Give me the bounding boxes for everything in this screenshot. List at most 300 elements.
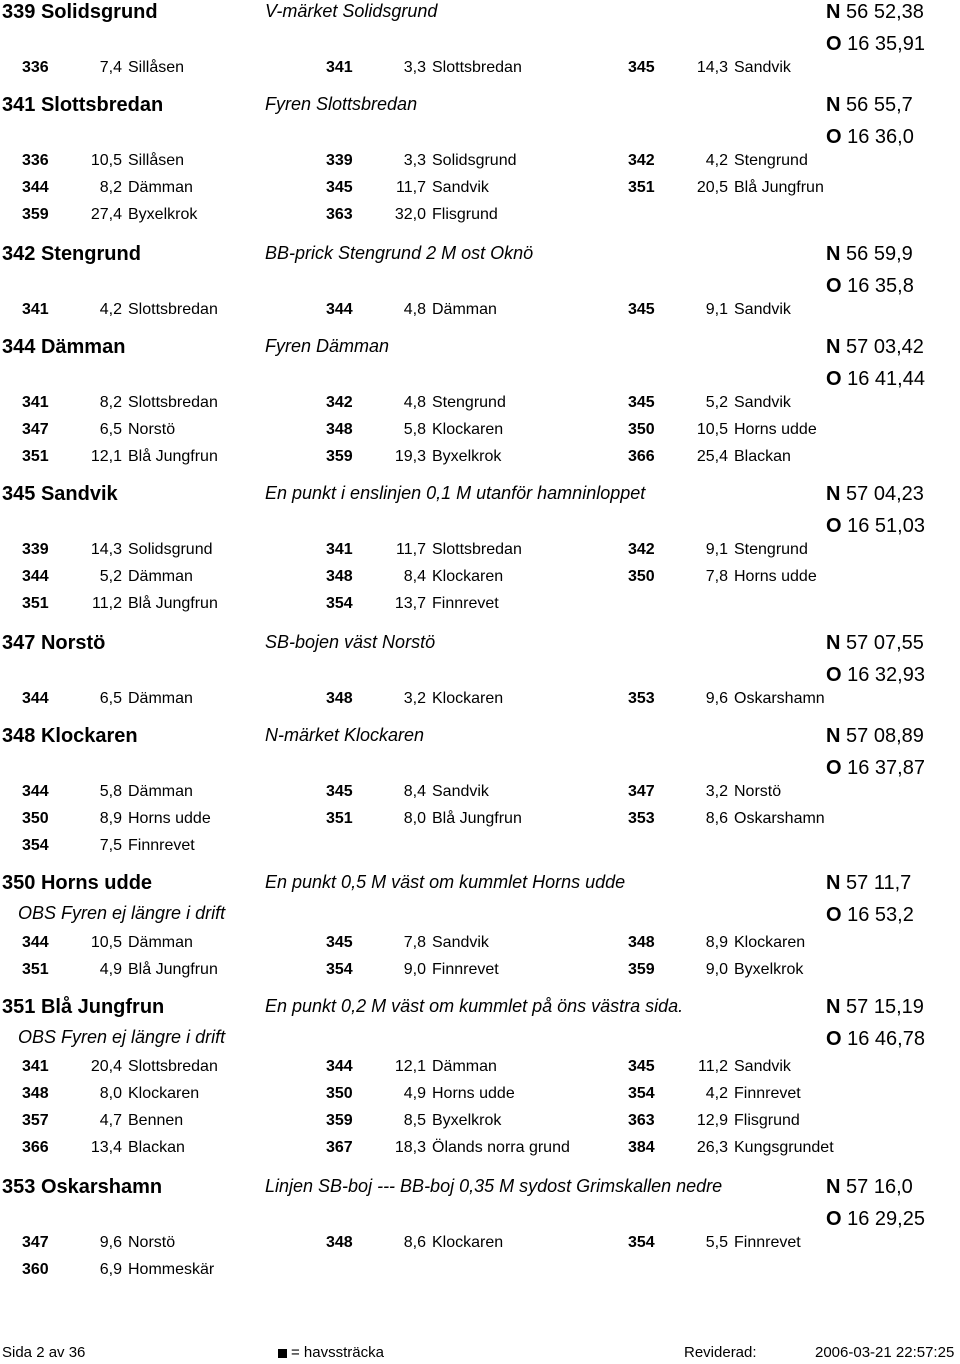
distance-value: 4,7 [99, 1112, 122, 1129]
waypoint-number: 347 [2, 632, 36, 654]
waypoint-title [2, 995, 164, 1019]
target-name: Slottsbredan [432, 59, 522, 76]
distance-value: 14,3 [696, 59, 728, 76]
entry-header [0, 1175, 960, 1205]
waypoint-description: SB-bojen väst Norstö [265, 632, 436, 652]
target-number: 348 [326, 568, 353, 585]
waypoint-number: 348 [2, 725, 36, 747]
target-name: Klockaren [432, 421, 504, 438]
waypoint-title [2, 242, 141, 266]
target-number: 354 [628, 1234, 655, 1251]
north-label: N [826, 996, 841, 1018]
distance-value: 4,8 [403, 301, 426, 318]
target-number: 344 [326, 1058, 353, 1075]
target-name: Slottsbredan [128, 394, 218, 411]
target-number: 345 [628, 59, 655, 76]
distance-row [0, 594, 960, 621]
distance-value: 27,4 [90, 206, 122, 223]
waypoint-entry [0, 93, 960, 232]
target-number: 350 [326, 1085, 353, 1102]
target-name: Finnrevet [432, 595, 499, 612]
square-icon [278, 1349, 287, 1358]
north-value: 56 52,38 [846, 1, 924, 23]
target-number: 348 [22, 1085, 49, 1102]
east-label: O [826, 1028, 842, 1050]
distance-value: 19,3 [394, 448, 426, 465]
legend-text: = havssträcka [291, 1344, 384, 1361]
coordinate-north [826, 93, 913, 117]
target-number: 344 [22, 690, 49, 707]
distance-value: 3,2 [403, 690, 426, 707]
entry-header [0, 0, 960, 30]
target-number: 353 [628, 690, 655, 707]
target-number: 359 [326, 1112, 353, 1129]
target-number: 354 [22, 837, 49, 854]
distance-value: 8,2 [99, 394, 122, 411]
north-value: 57 11,7 [846, 872, 912, 894]
target-name: Stengrund [432, 394, 506, 411]
target-number: 367 [326, 1139, 353, 1156]
target-number: 345 [326, 783, 353, 800]
east-value: 16 37,87 [847, 757, 925, 779]
distance-value: 20,5 [696, 179, 728, 196]
target-name: Stengrund [734, 541, 808, 558]
target-name: Dämman [128, 690, 193, 707]
coordinate-east [826, 1207, 925, 1231]
target-number: 344 [22, 179, 49, 196]
distance-row [0, 960, 960, 987]
distance-value: 10,5 [90, 152, 122, 169]
north-label: N [826, 336, 841, 358]
waypoint-entry [0, 871, 960, 987]
target-number: 345 [326, 179, 353, 196]
target-name: Byxelkrok [432, 448, 502, 465]
target-number: 345 [628, 301, 655, 318]
target-number: 359 [326, 448, 353, 465]
distance-row [0, 1233, 960, 1260]
entry-header [0, 335, 960, 365]
target-name: Sandvik [432, 783, 489, 800]
distance-row [0, 151, 960, 178]
status-note: OBS Fyren ej längre i drift [18, 1027, 226, 1047]
distance-value: 7,8 [403, 934, 426, 951]
target-number: 354 [326, 595, 353, 612]
distance-value: 4,2 [99, 301, 122, 318]
distance-row [0, 1084, 960, 1111]
distance-value: 20,4 [90, 1058, 122, 1075]
waypoint-number: 344 [2, 336, 36, 358]
waypoint-name: Sandvik [40, 483, 118, 505]
distance-value: 9,6 [705, 690, 728, 707]
distance-row [0, 1111, 960, 1138]
distance-row [0, 540, 960, 567]
distance-value: 5,2 [99, 568, 122, 585]
status-note: OBS Fyren ej längre i drift [18, 903, 226, 923]
target-name: Sandvik [734, 394, 791, 411]
target-name: Flisgrund [432, 206, 498, 223]
target-name: Dämman [128, 568, 193, 585]
distance-value: 4,8 [403, 394, 426, 411]
distance-value: 18,3 [394, 1139, 426, 1156]
target-name: Blå Jungfrun [128, 448, 218, 465]
distance-value: 3,3 [403, 59, 426, 76]
target-name: Finnrevet [734, 1085, 801, 1102]
north-label: N [826, 632, 841, 654]
distance-value: 8,0 [99, 1085, 122, 1102]
distance-value: 8,6 [403, 1234, 426, 1251]
target-number: 384 [628, 1139, 655, 1156]
distance-value: 3,3 [403, 152, 426, 169]
coordinate-east [826, 756, 925, 780]
target-name: Oskarshamn [734, 810, 825, 827]
page-number: Sida 2 av 36 [2, 1344, 86, 1361]
waypoint-name: Solidsgrund [40, 1, 158, 23]
target-number: 345 [628, 1058, 655, 1075]
target-name: Blackan [734, 448, 791, 465]
distance-row [0, 300, 960, 327]
waypoint-number: 342 [2, 243, 36, 265]
distance-row [0, 1260, 960, 1287]
target-number: 342 [628, 152, 655, 169]
target-number: 339 [22, 541, 49, 558]
target-name: Slottsbredan [432, 541, 522, 558]
waypoint-description: V-märket Solidsgrund [265, 1, 438, 21]
target-name: Blackan [128, 1139, 185, 1156]
distance-row [0, 933, 960, 960]
distance-value: 5,5 [705, 1234, 728, 1251]
target-number: 347 [22, 1234, 49, 1251]
target-name: Dämman [128, 783, 193, 800]
coordinate-north [826, 631, 924, 655]
target-name: Dämman [432, 301, 497, 318]
target-number: 342 [326, 394, 353, 411]
east-label: O [826, 368, 842, 390]
target-name: Byxelkrok [128, 206, 198, 223]
waypoint-title [2, 1175, 162, 1199]
waypoint-entry [0, 631, 960, 716]
distance-value: 8,9 [99, 810, 122, 827]
distance-value: 6,5 [99, 421, 122, 438]
target-name: Byxelkrok [432, 1112, 502, 1129]
waypoint-name: Horns udde [40, 872, 153, 894]
target-number: 341 [22, 394, 49, 411]
distance-value: 9,1 [705, 541, 728, 558]
distance-value: 25,4 [696, 448, 728, 465]
coordinate-east [826, 367, 925, 391]
target-number: 366 [22, 1139, 49, 1156]
target-name: Blå Jungfrun [128, 595, 218, 612]
target-number: 363 [628, 1112, 655, 1129]
target-number: 336 [22, 59, 49, 76]
target-name: Sandvik [432, 934, 489, 951]
waypoint-name: Dämman [40, 336, 126, 358]
waypoint-name: Slottsbredan [40, 94, 164, 116]
distance-value: 3,2 [705, 783, 728, 800]
target-name: Klockaren [432, 568, 504, 585]
distance-value: 5,2 [705, 394, 728, 411]
entry-header [0, 871, 960, 901]
distance-row [0, 178, 960, 205]
distance-value: 8,6 [705, 810, 728, 827]
target-name: Sandvik [734, 1058, 791, 1075]
target-number: 348 [326, 1234, 353, 1251]
target-number: 351 [22, 961, 49, 978]
target-name: Finnrevet [734, 1234, 801, 1251]
target-name: Klockaren [432, 1234, 504, 1251]
target-name: Sillåsen [128, 152, 185, 169]
waypoint-description: N-märket Klockaren [265, 725, 425, 745]
distance-value: 10,5 [696, 421, 728, 438]
distance-row [0, 689, 960, 716]
revised-date: 2006-03-21 22:57:25 [815, 1344, 955, 1361]
waypoint-number: 351 [2, 996, 36, 1018]
target-number: 348 [628, 934, 655, 951]
waypoint-number: 339 [2, 1, 36, 23]
target-number: 344 [22, 934, 49, 951]
target-name: Horns udde [128, 810, 211, 827]
distance-value: 12,9 [696, 1112, 728, 1129]
distance-value: 10,5 [90, 934, 122, 951]
coordinate-east [826, 125, 914, 149]
north-label: N [826, 725, 841, 747]
waypoint-number: 341 [2, 94, 36, 116]
north-label: N [826, 872, 841, 894]
distance-row [0, 809, 960, 836]
distance-row [0, 58, 960, 85]
east-label: O [826, 757, 842, 779]
coordinate-east [826, 32, 925, 56]
distance-value: 4,2 [705, 152, 728, 169]
distance-value: 8,5 [403, 1112, 426, 1129]
distance-value: 6,5 [99, 690, 122, 707]
target-name: Klockaren [128, 1085, 200, 1102]
waypoint-entry [0, 1175, 960, 1287]
target-number: 351 [22, 448, 49, 465]
coordinate-north [826, 724, 924, 748]
target-name: Blå Jungfrun [128, 961, 218, 978]
entry-header [0, 93, 960, 123]
distance-row [0, 782, 960, 809]
coordinate-north [826, 1175, 913, 1199]
target-name: Dämman [432, 1058, 497, 1075]
east-label: O [826, 275, 842, 297]
east-value: 16 35,8 [847, 275, 914, 297]
target-number: 341 [22, 301, 49, 318]
east-value: 16 35,91 [847, 33, 925, 55]
north-label: N [826, 243, 841, 265]
target-name: Byxelkrok [734, 961, 804, 978]
coordinate-north [826, 242, 913, 266]
waypoint-title [2, 482, 118, 506]
east-label: O [826, 33, 842, 55]
target-number: 354 [628, 1085, 655, 1102]
coordinate-row [0, 1205, 960, 1233]
target-number: 357 [22, 1112, 49, 1129]
entry-header [0, 631, 960, 661]
target-name: Horns udde [734, 568, 817, 585]
north-value: 57 15,19 [846, 996, 924, 1018]
distance-row [0, 1138, 960, 1165]
distance-value: 13,4 [90, 1139, 122, 1156]
target-name: Kungsgrundet [734, 1139, 834, 1156]
target-number: 354 [326, 961, 353, 978]
distance-value: 32,0 [394, 206, 426, 223]
distance-value: 11,7 [396, 541, 426, 558]
target-name: Solidsgrund [432, 152, 517, 169]
north-value: 57 08,89 [846, 725, 924, 747]
coordinate-east [826, 274, 914, 298]
target-name: Norstö [128, 421, 176, 438]
north-value: 56 55,7 [846, 94, 913, 116]
target-number: 351 [326, 810, 353, 827]
distance-value: 11,2 [92, 595, 122, 612]
distance-value: 8,0 [403, 810, 426, 827]
north-label: N [826, 483, 841, 505]
waypoint-description: Fyren Dämman [265, 336, 390, 356]
waypoint-title [2, 93, 163, 117]
target-number: 341 [326, 541, 353, 558]
distance-value: 13,7 [394, 595, 426, 612]
distance-row [0, 205, 960, 232]
east-value: 16 32,93 [847, 664, 925, 686]
target-name: Finnrevet [432, 961, 499, 978]
distance-value: 6,9 [99, 1261, 122, 1278]
target-number: 341 [326, 59, 353, 76]
waypoint-description: En punkt 0,2 M väst om kummlet på öns västra sida. [265, 996, 684, 1016]
coordinate-north [826, 995, 924, 1019]
target-name: Blå Jungfrun [734, 179, 824, 196]
distance-row [0, 567, 960, 594]
distance-value: 7,8 [705, 568, 728, 585]
coordinate-row [0, 365, 960, 393]
distance-row [0, 447, 960, 474]
target-number: 363 [326, 206, 353, 223]
target-name: Norstö [128, 1234, 176, 1251]
target-name: Finnrevet [128, 837, 195, 854]
waypoint-description: Fyren Slottsbredan [265, 94, 418, 114]
distance-value: 8,9 [705, 934, 728, 951]
east-value: 16 51,03 [847, 515, 925, 537]
target-number: 359 [628, 961, 655, 978]
waypoint-entry [0, 995, 960, 1165]
distance-value: 11,2 [698, 1058, 728, 1075]
waypoint-entry [0, 242, 960, 327]
target-name: Horns udde [432, 1085, 515, 1102]
target-name: Klockaren [432, 690, 504, 707]
coordinate-north [826, 0, 924, 24]
distance-row [0, 1057, 960, 1084]
distance-value: 12,1 [394, 1058, 426, 1075]
distance-value: 8,4 [403, 568, 426, 585]
waypoint-title [2, 631, 105, 655]
target-number: 347 [628, 783, 655, 800]
target-number: 342 [628, 541, 655, 558]
target-name: Sandvik [734, 301, 791, 318]
distance-value: 14,3 [90, 541, 122, 558]
coordinate-east [826, 514, 925, 538]
coordinate-row [0, 512, 960, 540]
waypoint-title [2, 871, 152, 895]
target-number: 344 [22, 783, 49, 800]
target-number: 336 [22, 152, 49, 169]
target-number: 344 [326, 301, 353, 318]
east-value: 16 41,44 [847, 368, 925, 390]
coordinate-row [0, 1025, 960, 1057]
coordinate-row [0, 901, 960, 933]
distance-row [0, 393, 960, 420]
north-value: 57 07,55 [846, 632, 924, 654]
north-label: N [826, 94, 841, 116]
waypoint-title [2, 335, 125, 359]
east-value: 16 53,2 [847, 904, 914, 926]
coordinate-east [826, 903, 914, 927]
target-name: Blå Jungfrun [432, 810, 522, 827]
waypoint-title [2, 724, 138, 748]
waypoint-entry [0, 482, 960, 621]
distance-value: 8,2 [99, 179, 122, 196]
target-number: 350 [22, 810, 49, 827]
distance-value: 8,4 [403, 783, 426, 800]
east-value: 16 36,0 [847, 126, 914, 148]
coordinate-row [0, 123, 960, 151]
target-name: Sandvik [734, 59, 791, 76]
legend [278, 1344, 384, 1361]
target-number: 351 [22, 595, 49, 612]
distance-value: 9,1 [705, 301, 728, 318]
east-label: O [826, 1208, 842, 1230]
target-number: 360 [22, 1261, 49, 1278]
coordinate-row [0, 661, 960, 689]
east-value: 16 46,78 [847, 1028, 925, 1050]
target-name: Dämman [128, 179, 193, 196]
waypoint-entry [0, 724, 960, 863]
waypoint-entry [0, 0, 960, 85]
target-number: 353 [628, 810, 655, 827]
coordinate-east [826, 1027, 925, 1051]
distance-value: 9,0 [705, 961, 728, 978]
distance-row [0, 420, 960, 447]
target-name: Sillåsen [128, 59, 185, 76]
target-number: 350 [628, 568, 655, 585]
coordinate-north [826, 871, 911, 895]
waypoint-entry [0, 335, 960, 474]
east-value: 16 29,25 [847, 1208, 925, 1230]
target-name: Sandvik [432, 179, 489, 196]
target-number: 345 [326, 934, 353, 951]
east-label: O [826, 664, 842, 686]
north-label: N [826, 1176, 841, 1198]
waypoint-title [2, 0, 158, 24]
coordinate-north [826, 482, 924, 506]
distance-value: 9,0 [403, 961, 426, 978]
distance-value: 9,6 [99, 1234, 122, 1251]
target-name: Norstö [734, 783, 782, 800]
target-number: 348 [326, 690, 353, 707]
distance-value: 12,1 [90, 448, 122, 465]
distance-value: 4,9 [403, 1085, 426, 1102]
distance-value: 4,2 [705, 1085, 728, 1102]
target-name: Dämman [128, 934, 193, 951]
target-number: 344 [22, 568, 49, 585]
waypoint-name: Norstö [40, 632, 106, 654]
north-value: 57 03,42 [846, 336, 924, 358]
waypoint-name: Oskarshamn [40, 1176, 163, 1198]
entry-header [0, 995, 960, 1025]
distance-value: 5,8 [403, 421, 426, 438]
waypoint-number: 353 [2, 1176, 36, 1198]
target-name: Slottsbredan [128, 301, 218, 318]
coordinate-row [0, 30, 960, 58]
